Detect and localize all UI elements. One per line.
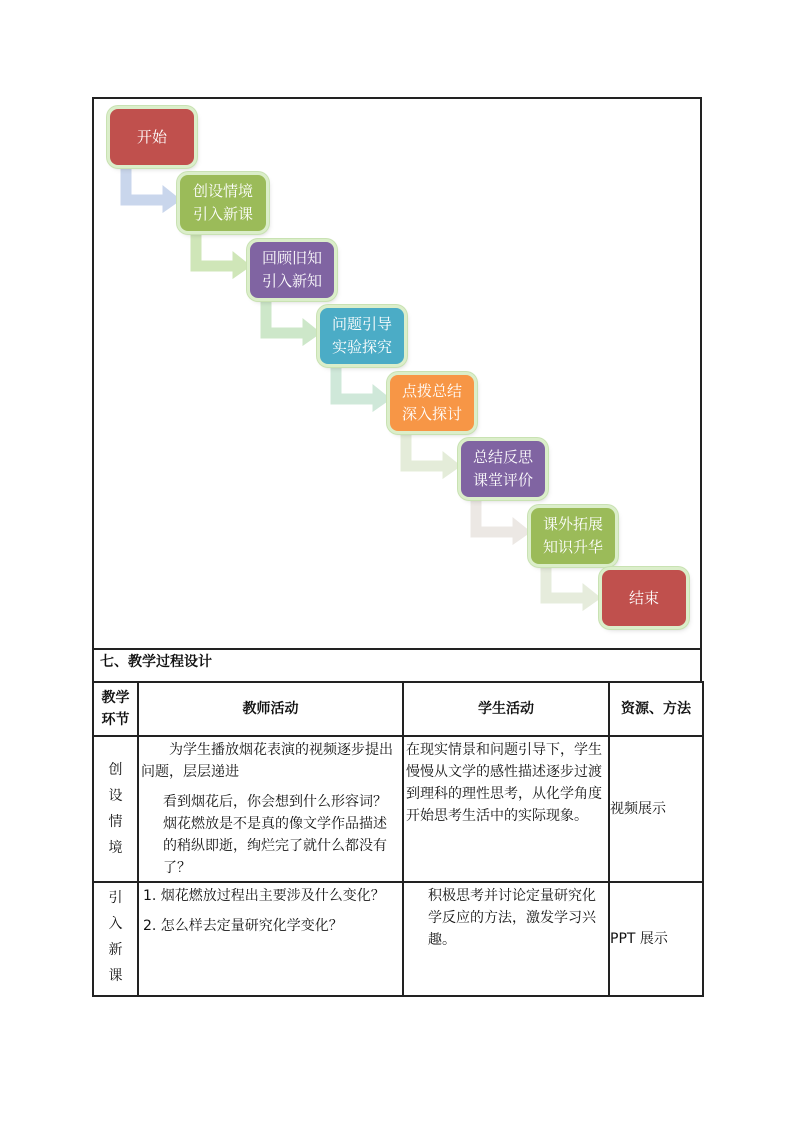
student-activity-cell: 在现实情景和问题引导下，学生慢慢从文学的感性描述逐步过渡到理科的理性思考，从化学角度开始思考生活中的实际现象。 (403, 736, 609, 882)
flow-step-label: 结束 (628, 588, 659, 607)
teaching-process-table (92, 681, 704, 997)
table-row (93, 882, 703, 996)
flow-step-reflection (461, 441, 545, 497)
flow-arrow-2 (186, 234, 256, 282)
teacher-activity-text: 为学生播放烟花表演的视频逐步提出问题，层层递进 (141, 742, 393, 780)
flow-arrow-6 (466, 500, 536, 548)
section-title: 七、教学过程设计 (92, 650, 702, 681)
flow-step-start (110, 109, 194, 165)
flow-step-label: 开始 (136, 127, 167, 146)
flow-step-label: 课堂评价 (472, 471, 533, 489)
flow-arrow-4 (326, 367, 396, 415)
flow-step-label: 问题引导 (331, 315, 392, 333)
flow-step-label: 总结反思 (472, 448, 533, 466)
stage-cell: 创设情境 (93, 736, 138, 882)
teacher-activity-item: 1. 烟花燃放过程出主要涉及什么变化？ (143, 888, 385, 904)
student-activity-cell: 积极思考并讨论定量研究化学反应的方法，激发学习兴趣。 (403, 882, 609, 996)
table-header-row (93, 682, 703, 736)
table-row (93, 736, 703, 882)
flow-step-summary (390, 375, 474, 431)
header-resource-method: 资源、方法 (609, 682, 703, 736)
teacher-activity-cell (138, 882, 403, 996)
flow-step-label: 引入新知 (261, 272, 322, 290)
flow-step-label: 实验探究 (331, 338, 392, 356)
flow-step-extension (531, 508, 615, 564)
flow-arrow-3 (256, 301, 326, 349)
resource-cell: PPT 展示 (609, 882, 703, 996)
resource-cell: 视频展示 (609, 736, 703, 882)
header-stage: 教学环节 (93, 682, 138, 736)
flow-arrow-1 (116, 168, 186, 216)
stage-cell: 引入新课 (93, 882, 138, 996)
flow-step-label: 回顾旧知 (261, 249, 322, 267)
teacher-activity-text: 看到烟花后，你会想到什么形容词？烟花燃放是不是真的像文学作品描述的稍纵即逝，绚烂完了就什么都没有了？ (163, 794, 387, 876)
flow-step-label: 知识升华 (542, 538, 603, 556)
flow-step-label: 引入新课 (192, 205, 253, 223)
flow-step-label: 深入探讨 (401, 405, 462, 423)
flow-step-inquiry (320, 308, 404, 364)
teacher-activity-item: 2. 怎么样去定量研究化学变化？ (143, 918, 343, 934)
flow-step-label: 点拨总结 (401, 382, 462, 400)
flow-step-review (250, 242, 334, 298)
flow-arrow-5 (396, 434, 466, 482)
header-teacher-activity: 教师活动 (138, 682, 403, 736)
flow-step-create-situation (180, 175, 266, 231)
flow-step-label: 创设情境 (192, 182, 253, 200)
teacher-activity-cell (138, 736, 403, 882)
flow-step-end (602, 570, 686, 626)
flow-arrow-7 (536, 566, 606, 614)
header-student-activity: 学生活动 (403, 682, 609, 736)
flow-step-label: 课外拓展 (542, 515, 603, 533)
